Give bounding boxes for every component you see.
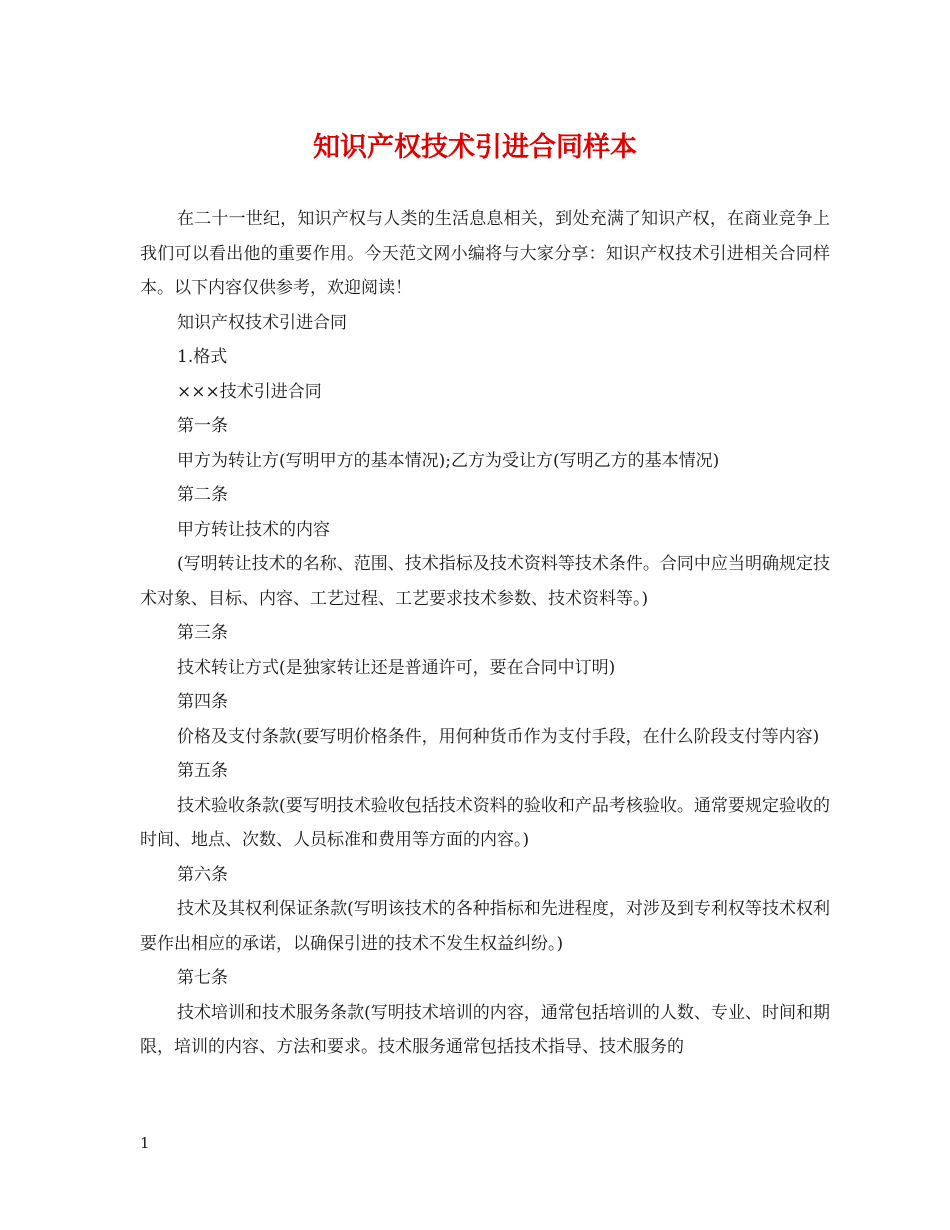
article-2-note: (写明转让技术的名称、范围、技术指标及技术资料等技术条件。合同中应当明确规定技术对象、目标、内容、工艺过程、工艺要求技术参数、技术资料等。) <box>140 554 830 609</box>
page-number: 1 <box>140 1134 150 1152</box>
article-1-text: 甲方为转让方(写明甲方的基本情况);乙方为受让方(写明乙方的基本情况) <box>177 450 720 471</box>
article-1-heading: 第一条 <box>177 416 228 436</box>
article-4-heading: 第四条 <box>177 692 228 712</box>
format-heading: 1.格式 <box>177 347 228 367</box>
article-4-text: 价格及支付条款(要写明价格条件，用何种货币作为支付手段，在什么阶段支付等内容) <box>177 726 820 747</box>
article-6-text: 技术及其权利保证条款(写明该技术的各种指标和先进程度，对涉及到专利权等技术权利要作出相应的承诺，以确保引进的技术不发生权益纠纷。) <box>140 899 830 954</box>
article-2-text: 甲方转让技术的内容 <box>177 519 330 540</box>
article-6-heading: 第六条 <box>177 864 228 885</box>
article-3-heading: 第三条 <box>177 623 228 643</box>
article-5-text: 技术验收条款(要写明技术验收包括技术资料的验收和产品考核验收。通常要规定验收的时间、地点、次数、人员标准和费用等方面的内容。) <box>140 795 830 850</box>
article-5-heading: 第五条 <box>177 761 228 781</box>
document-title: 知识产权技术引进合同样本 <box>313 132 637 163</box>
document-body <box>140 202 830 1065</box>
contract-name-placeholder: ×××技术引进合同 <box>177 381 322 402</box>
contract-heading: 知识产权技术引进合同 <box>177 312 347 333</box>
article-2-heading: 第二条 <box>177 485 228 505</box>
article-7-heading: 第七条 <box>177 968 228 988</box>
article-7-text: 技术培训和技术服务条款(写明技术培训的内容，通常包括培训的人数、专业、时间和期限，培训的内容、方法和要求。技术服务通常包括技术指导、技术服务的 <box>140 1002 830 1057</box>
article-3-text: 技术转让方式(是独家转让还是普通许可，要在合同中订明) <box>177 657 616 678</box>
intro-paragraph: 在二十一世纪，知识产权与人类的生活息息相关，到处充满了知识产权，在商业竞争上我们可以看出他的重要作用。今天范文网小编将与大家分享：知识产权技术引进相关合同样本。以下内容仅供参考，欢迎阅读！ <box>140 209 830 298</box>
